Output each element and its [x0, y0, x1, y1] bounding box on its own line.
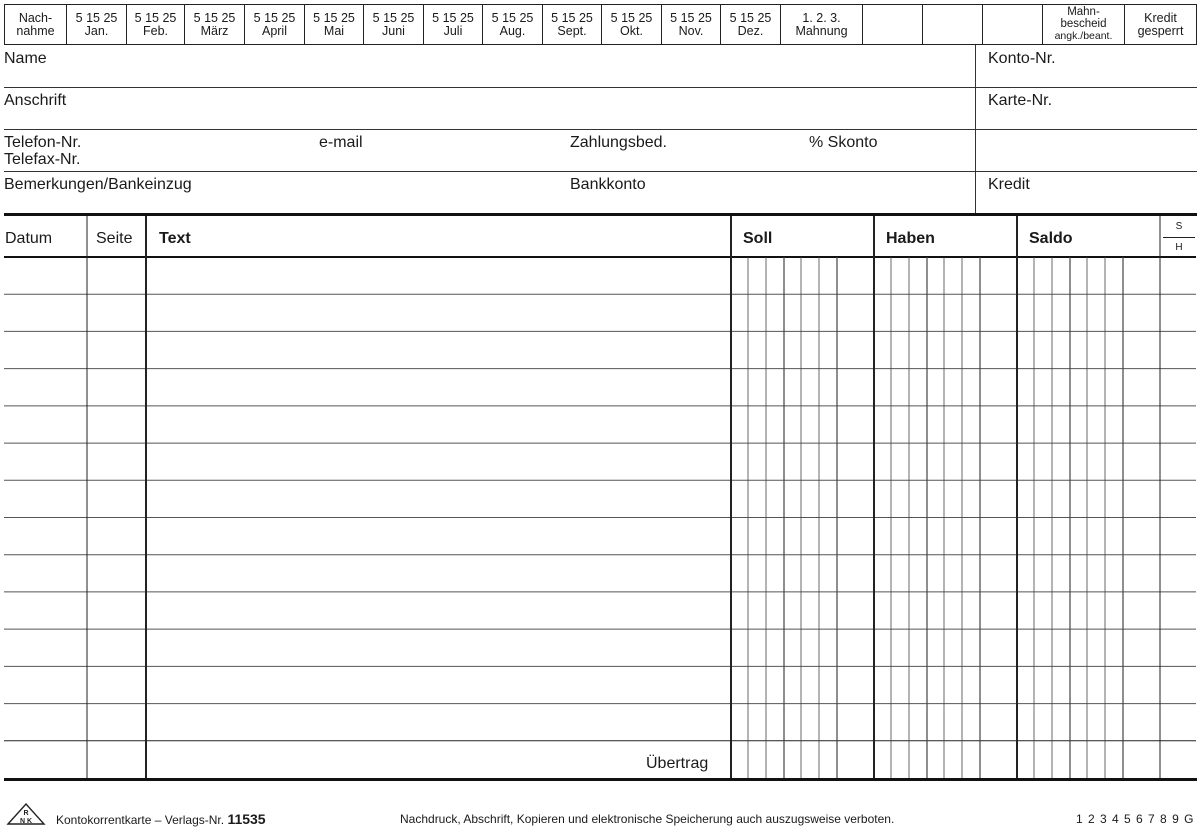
strip-cell-nachnahme[interactable]: Nach- nahme — [5, 5, 67, 44]
col-haben: Haben — [886, 230, 935, 247]
bemerkungen-label: Bemerkungen/Bankeinzug — [4, 176, 192, 193]
strip-cell-aug[interactable]: 5 15 25 Aug. — [483, 5, 543, 44]
col-datum: Datum — [5, 230, 53, 247]
strip-cell-okt[interactable]: 5 15 25 Okt. — [602, 5, 662, 44]
col-soll-marker: S — [1175, 221, 1183, 232]
strip-cell-sept[interactable]: 5 15 25 Sept. — [543, 5, 602, 44]
karte-nr-label: Karte-Nr. — [988, 92, 1053, 109]
col-saldo: Saldo — [1029, 230, 1073, 247]
konto-nr-label: Konto-Nr. — [988, 50, 1056, 67]
svg-text:N K: N K — [19, 818, 33, 825]
strip-cell-juli[interactable]: 5 15 25 Juli — [424, 5, 483, 44]
strip-cell-jan[interactable]: 5 15 25 Jan. — [67, 5, 127, 44]
name-label: Name — [4, 50, 47, 67]
col-soll: Soll — [743, 230, 773, 247]
uebertrag-label: Übertrag — [646, 755, 709, 772]
svg-text:R: R — [23, 810, 29, 817]
email-label: e-mail — [319, 134, 363, 151]
col-haben-marker: H — [1175, 242, 1183, 253]
anschrift-label: Anschrift — [4, 92, 67, 109]
rnk-logo-icon — [6, 802, 46, 826]
strip-cell-nov[interactable]: 5 15 25 Nov. — [662, 5, 721, 44]
strip-cell-mahnung[interactable]: 1. 2. 3. Mahnung — [781, 5, 863, 44]
footer-notice: Nachdruck, Abschrift, Kopieren und elektronische Speicherung auch auszugsweise verboten. — [400, 812, 895, 826]
footer-title: Kontokorrentkarte – Verlags-Nr. 11535 — [56, 811, 266, 827]
strip-cell-dez[interactable]: 5 15 25 Dez. — [721, 5, 781, 44]
telefax-label: Telefax-Nr. — [4, 151, 81, 168]
skonto-label: % Skonto — [809, 134, 878, 151]
telefon-label: Telefon-Nr. — [4, 134, 82, 151]
strip-cell-kredit-gesperrt[interactable]: Kredit gesperrt — [1137, 11, 1184, 38]
footer-number: 11535 — [227, 811, 266, 827]
kredit-label: Kredit — [988, 176, 1030, 193]
strip-cell-mai[interactable]: 5 15 25 Mai — [305, 5, 364, 44]
strip-cell-feb[interactable]: 5 15 25 Feb. — [127, 5, 185, 44]
col-text: Text — [159, 230, 191, 247]
bankkonto-label: Bankkonto — [570, 176, 646, 193]
strip-cell-juni[interactable]: 5 15 25 Juni — [364, 5, 424, 44]
strip-cell-mahnbescheid[interactable]: Mahn- bescheid angk./beant. — [1043, 5, 1125, 44]
footer-code: 1 2 3 4 5 6 7 8 9 G — [1076, 812, 1195, 826]
strip-cell-maerz[interactable]: 5 15 25 März — [185, 5, 245, 44]
strip-cell-april[interactable]: 5 15 25 April — [245, 5, 305, 44]
zahlungsbed-label: Zahlungsbed. — [570, 134, 667, 151]
col-seite: Seite — [96, 230, 133, 247]
